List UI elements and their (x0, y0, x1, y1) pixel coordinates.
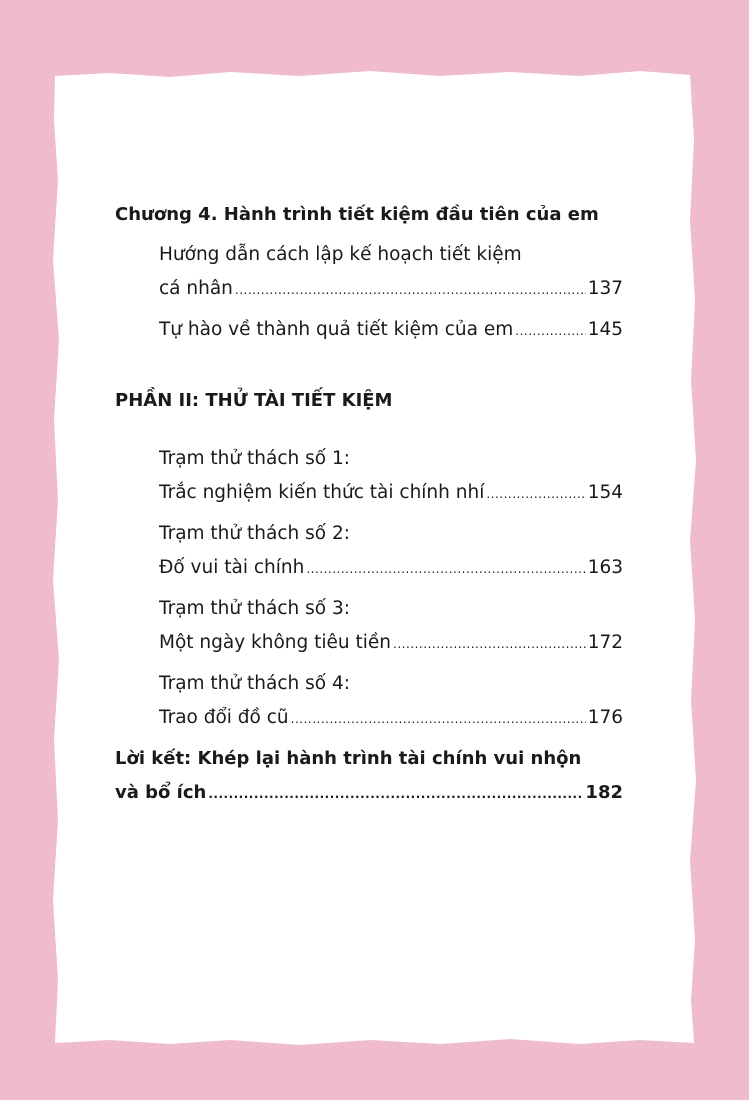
epilogue-title-line1: Lời kết: Khép lại hành trình tài chính vui nhộn (115, 748, 582, 769)
entry-title: Tự hào về thành quả tiết kiệm của em (159, 319, 514, 340)
page-number: 145 (587, 319, 623, 340)
entry-title-line2: cá nhân (159, 278, 233, 299)
entry-title-line1: Trạm thử thách số 1: (159, 448, 350, 469)
dot-leader (235, 273, 586, 307)
page-number: 182 (585, 782, 623, 803)
table-of-contents (115, 198, 623, 811)
epilogue-title-line2: và bổ ích (115, 782, 207, 803)
toc-entry-personal-saving-plan[interactable] (115, 238, 623, 307)
toc-entry-proud-of-savings[interactable] (115, 313, 623, 348)
chapter-4-heading: Chương 4. Hành trình tiết kiệm đầu tiên của em (115, 204, 599, 225)
dot-leader (393, 627, 586, 661)
page-number: 154 (587, 482, 623, 503)
page-number: 163 (587, 557, 623, 578)
toc-entry-challenge-2[interactable] (115, 517, 623, 586)
dot-leader (208, 777, 583, 811)
dot-leader (291, 702, 586, 736)
dot-leader (486, 477, 585, 511)
page-number: 137 (587, 278, 623, 299)
entry-title-line1: Hướng dẫn cách lập kế hoạch tiết kiệm (159, 244, 522, 265)
entry-title-line1: Trạm thử thách số 4: (159, 673, 350, 694)
entry-title-line2: Trao đổi đồ cũ (159, 707, 289, 728)
entry-title-line1: Trạm thử thách số 2: (159, 523, 350, 544)
toc-entry-challenge-3[interactable] (115, 592, 623, 661)
entry-title-line2: Một ngày không tiêu tiền (159, 632, 392, 653)
entry-title-line2: Trắc nghiệm kiến thức tài chính nhí (159, 482, 485, 503)
toc-entry-challenge-1[interactable] (115, 442, 623, 511)
dot-leader (306, 552, 585, 586)
entry-title-line1: Trạm thử thách số 3: (159, 598, 350, 619)
dot-leader (515, 314, 585, 348)
toc-entry-challenge-4[interactable] (115, 667, 623, 736)
part-2-heading: PHẦN II: THỬ TÀI TIẾT KIỆM (115, 390, 393, 411)
page-number: 176 (587, 707, 623, 728)
page-number: 172 (587, 632, 623, 653)
entry-title-line2: Đố vui tài chính (159, 557, 305, 578)
toc-entry-epilogue[interactable] (115, 742, 623, 811)
